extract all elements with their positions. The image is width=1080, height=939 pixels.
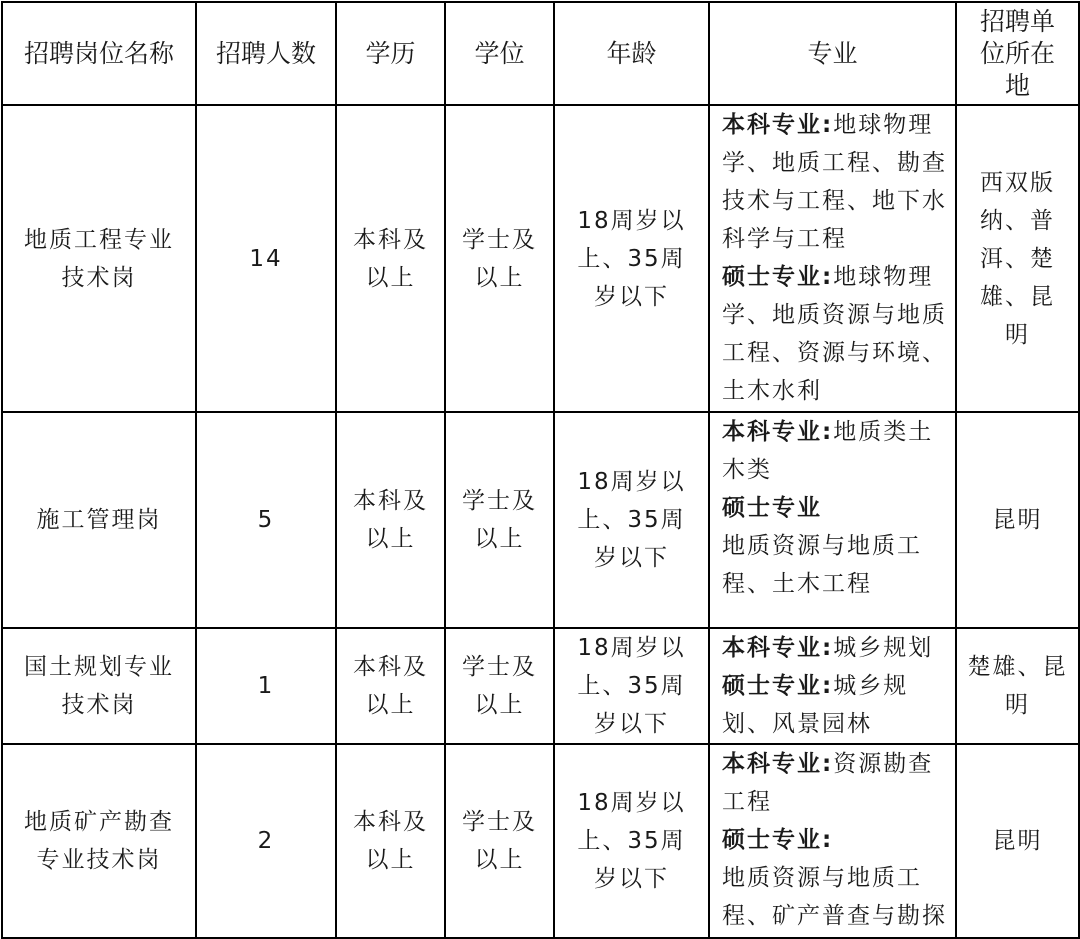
table-row xyxy=(2,628,1079,744)
major-pg-text: 地球物理学、地质资源与地质工程、资源与环境、土木水利 xyxy=(722,264,947,404)
education-text: 本科及以上 xyxy=(353,226,428,291)
major-pg-label: 硕士专业: xyxy=(722,827,834,853)
degree-text: 学士及以上 xyxy=(462,226,537,291)
position-text: 国土规划专业技术岗 xyxy=(24,654,174,718)
degree-text: 学士及以上 xyxy=(462,654,537,718)
major-pg-label: 硕士专业: xyxy=(722,264,834,290)
major-pg-label: 硕士专业: xyxy=(722,673,834,699)
cell-location xyxy=(956,628,1079,744)
major-pg-text: 城乡规划、风景园林 xyxy=(722,673,909,737)
education-text: 本科及以上 xyxy=(353,654,428,718)
cell-position: 施工管理岗 xyxy=(2,412,196,628)
cell-education xyxy=(336,105,445,412)
age-text: 18周岁以上、35周岁以下 xyxy=(577,207,686,310)
cell-age xyxy=(554,105,709,412)
cell-education xyxy=(336,744,445,938)
table-row xyxy=(2,412,1079,628)
major-pg-label: 硕士专业 xyxy=(722,495,822,521)
major-pg-text: 地质资源与地质工程、矿产普查与勘探 xyxy=(722,865,947,929)
age-text: 18周岁以上、35周岁以下 xyxy=(577,469,686,571)
header-location-text: 招聘单位所在地 xyxy=(979,6,1055,100)
position-text: 地质矿产勘查专业技术岗 xyxy=(24,809,174,873)
location-text: 楚雄、昆明 xyxy=(967,654,1068,718)
degree-text: 学士及以上 xyxy=(462,488,537,552)
cell-location xyxy=(956,105,1079,412)
cell-major xyxy=(709,105,956,412)
degree-text: 学士及以上 xyxy=(462,809,537,873)
cell-position xyxy=(2,744,196,938)
major-ug-text: 地质类土木类 xyxy=(722,419,934,483)
cell-major xyxy=(709,628,956,744)
header-degree: 学位 xyxy=(445,2,554,105)
cell-degree xyxy=(445,412,554,628)
major-ug-label: 本科专业: xyxy=(722,751,834,777)
education-text: 本科及以上 xyxy=(353,488,428,552)
major-pg-text: 地质资源与地质工程、土木工程 xyxy=(722,533,922,597)
cell-major xyxy=(709,744,956,938)
cell-degree xyxy=(445,744,554,938)
major-ug-label: 本科专业: xyxy=(722,419,834,445)
cell-location: 昆明 xyxy=(956,412,1079,628)
cell-degree xyxy=(445,628,554,744)
header-count: 招聘人数 xyxy=(196,2,336,105)
major-ug-text: 地球物理学、地质工程、勘查技术与工程、地下水科学与工程 xyxy=(722,112,947,252)
header-age: 年龄 xyxy=(554,2,709,105)
cell-position xyxy=(2,628,196,744)
cell-count: 14 xyxy=(196,105,336,412)
cell-age xyxy=(554,628,709,744)
cell-count: 2 xyxy=(196,744,336,938)
cell-major xyxy=(709,412,956,628)
age-text: 18周岁以上、35周岁以下 xyxy=(577,635,686,737)
major-ug-label: 本科专业: xyxy=(722,635,834,661)
header-major: 专业 xyxy=(709,2,956,105)
cell-age xyxy=(554,412,709,628)
cell-position xyxy=(2,105,196,412)
header-location xyxy=(956,2,1079,105)
header-row xyxy=(2,2,1079,105)
education-text: 本科及以上 xyxy=(353,809,428,873)
position-text: 地质工程专业技术岗 xyxy=(24,226,174,291)
age-text: 18周岁以上、35周岁以下 xyxy=(577,790,686,892)
cell-age xyxy=(554,744,709,938)
header-position: 招聘岗位名称 xyxy=(2,2,196,105)
recruitment-table xyxy=(1,1,1080,939)
cell-education xyxy=(336,628,445,744)
cell-location: 昆明 xyxy=(956,744,1079,938)
cell-degree xyxy=(445,105,554,412)
location-text: 西双版纳、普洱、楚雄、昆明 xyxy=(980,169,1055,348)
major-ug-text: 城乡规划 xyxy=(833,635,934,661)
cell-count: 5 xyxy=(196,412,336,628)
table-row xyxy=(2,744,1079,938)
header-education: 学历 xyxy=(336,2,445,105)
cell-education xyxy=(336,412,445,628)
cell-count: 1 xyxy=(196,628,336,744)
major-ug-text: 资源勘查工程 xyxy=(722,751,934,815)
table-row xyxy=(2,105,1079,412)
major-ug-label: 本科专业: xyxy=(722,112,834,138)
